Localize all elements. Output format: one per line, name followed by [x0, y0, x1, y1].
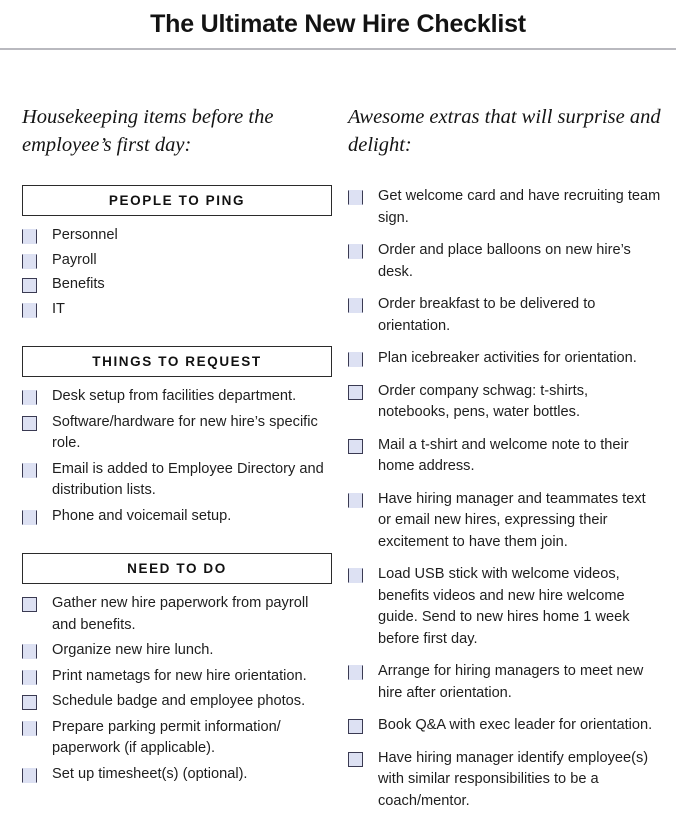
checkbox-icon[interactable]: [348, 439, 363, 454]
checkbox-icon[interactable]: [348, 752, 363, 767]
checklist-item[interactable]: [22, 764, 332, 786]
checklist-item[interactable]: [348, 715, 662, 737]
checklist-item-label: Book Q&A with exec leader for orientation.: [378, 717, 653, 733]
checklist-item-label: Schedule badge and employee photos.: [52, 693, 306, 709]
left-section-list: [22, 185, 332, 785]
checklist-item[interactable]: [348, 435, 662, 478]
checklist-item[interactable]: [22, 225, 332, 247]
section-checklist: [22, 386, 332, 527]
checkbox-icon[interactable]: [348, 665, 363, 680]
checklist-item-label: Benefits: [52, 276, 105, 292]
checklist-section: [22, 346, 332, 527]
left-column-intro: Housekeeping items before the employee’s first day:: [22, 106, 274, 156]
checklist-section: [22, 553, 332, 785]
page-header: [0, 0, 676, 50]
checklist-columns: [0, 50, 676, 832]
checklist-item[interactable]: [348, 489, 662, 554]
checklist-item-label: Gather new hire paperwork from payroll and benefits.: [52, 595, 309, 633]
checkbox-icon[interactable]: [348, 352, 363, 367]
checklist-item-label: Order and place balloons on new hire’s desk.: [378, 242, 631, 280]
checklist-item[interactable]: [22, 691, 332, 713]
checklist-item[interactable]: [22, 506, 332, 528]
checkbox-icon[interactable]: [348, 298, 363, 313]
right-checklist: [348, 186, 662, 812]
checklist-item[interactable]: [22, 459, 332, 502]
checkbox-icon[interactable]: [22, 670, 37, 685]
checkbox-icon[interactable]: [348, 493, 363, 508]
checkbox-icon[interactable]: [22, 721, 37, 736]
checklist-item-label: Load USB stick with welcome videos, benefits videos and new hire welcome guide. Send to new hires home 1 week before first day.: [378, 566, 630, 647]
checkbox-icon[interactable]: [22, 303, 37, 318]
checkbox-icon[interactable]: [22, 768, 37, 783]
section-header-label: THINGS TO REQUEST: [92, 354, 262, 369]
checkbox-icon[interactable]: [22, 463, 37, 478]
right-column: [340, 50, 676, 832]
right-column-intro: Awesome extras that will surprise and delight:: [348, 106, 661, 156]
checklist-item[interactable]: [348, 240, 662, 283]
checklist-item-label: Payroll: [52, 251, 97, 268]
checklist-item[interactable]: [348, 661, 662, 704]
checklist-item-label: Personnel: [52, 227, 118, 243]
checklist-item[interactable]: [22, 593, 332, 636]
checklist-item[interactable]: [348, 186, 662, 229]
checkbox-icon[interactable]: [22, 254, 37, 269]
checklist-item[interactable]: [348, 564, 662, 650]
section-header: [22, 553, 332, 584]
checklist-item-label: IT: [52, 300, 65, 317]
checkbox-icon[interactable]: [22, 510, 37, 525]
checklist-item-label: Arrange for hiring managers to meet new hire after orientation.: [378, 663, 644, 701]
checklist-item-label: Organize new hire lunch.: [52, 642, 214, 658]
checklist-item-label: Desk setup from facilities department.: [52, 388, 297, 404]
checklist-item[interactable]: [22, 386, 332, 408]
page-title: The Ultimate New Hire Checklist: [150, 9, 526, 38]
checklist-item-label: Print nametags for new hire orientation.: [52, 667, 307, 684]
checkbox-icon[interactable]: [348, 719, 363, 734]
checkbox-icon[interactable]: [348, 190, 363, 205]
section-header: [22, 346, 332, 377]
checklist-item[interactable]: [22, 640, 332, 662]
section-header: [22, 185, 332, 216]
section-checklist: [22, 593, 332, 785]
checklist-item-label: Set up timesheet(s) (optional).: [52, 765, 248, 782]
checklist-item[interactable]: [22, 412, 332, 455]
checkbox-icon[interactable]: [22, 416, 37, 431]
checklist-item[interactable]: [348, 294, 662, 337]
checklist-item[interactable]: [348, 381, 662, 424]
checklist-item-label: Order company schwag: t-shirts, notebooks, pens, water bottles.: [378, 382, 589, 420]
checklist-item[interactable]: [22, 250, 332, 272]
checklist-item-label: Phone and voicemail setup.: [52, 507, 232, 524]
checkbox-icon[interactable]: [22, 644, 37, 659]
checklist-item-label: Plan icebreaker activities for orientation.: [378, 350, 637, 366]
checklist-item[interactable]: [348, 348, 662, 370]
checklist-item-label: Email is added to Employee Directory and distribution lists.: [52, 460, 324, 498]
checklist-item[interactable]: [22, 717, 332, 760]
section-header-label: PEOPLE TO PING: [108, 193, 246, 208]
section-header-label: NEED TO DO: [127, 561, 227, 576]
checkbox-icon[interactable]: [22, 695, 37, 710]
section-checklist: [22, 225, 332, 320]
checklist-item[interactable]: [348, 748, 662, 813]
checklist-item-label: Have hiring manager identify employee(s) with similar responsibilities to be a coach/mentor.: [378, 749, 649, 809]
checklist-item[interactable]: [22, 274, 332, 296]
checkbox-icon[interactable]: [348, 385, 363, 400]
checklist-section: [22, 185, 332, 320]
checklist-item-label: Have hiring manager and teammates text or email new hires, expressing their excitement to have them join.: [378, 490, 646, 550]
checkbox-icon[interactable]: [22, 278, 37, 293]
checklist-item[interactable]: [22, 299, 332, 321]
checklist-item-label: Order breakfast to be delivered to orientation.: [378, 296, 596, 334]
left-column: [0, 50, 340, 832]
checklist-item-label: Get welcome card and have recruiting team sign.: [378, 188, 661, 226]
checkbox-icon[interactable]: [22, 390, 37, 405]
checklist-item-label: Mail a t-shirt and welcome note to their home address.: [378, 436, 629, 474]
checkbox-icon[interactable]: [22, 229, 37, 244]
checkbox-icon[interactable]: [348, 244, 363, 259]
checkbox-icon[interactable]: [22, 597, 37, 612]
checklist-item[interactable]: [22, 666, 332, 688]
checklist-item-label: Software/hardware for new hire’s specific role.: [52, 413, 318, 451]
checkbox-icon[interactable]: [348, 568, 363, 583]
checklist-item-label: Prepare parking permit information/ paperwork (if applicable).: [52, 718, 281, 756]
